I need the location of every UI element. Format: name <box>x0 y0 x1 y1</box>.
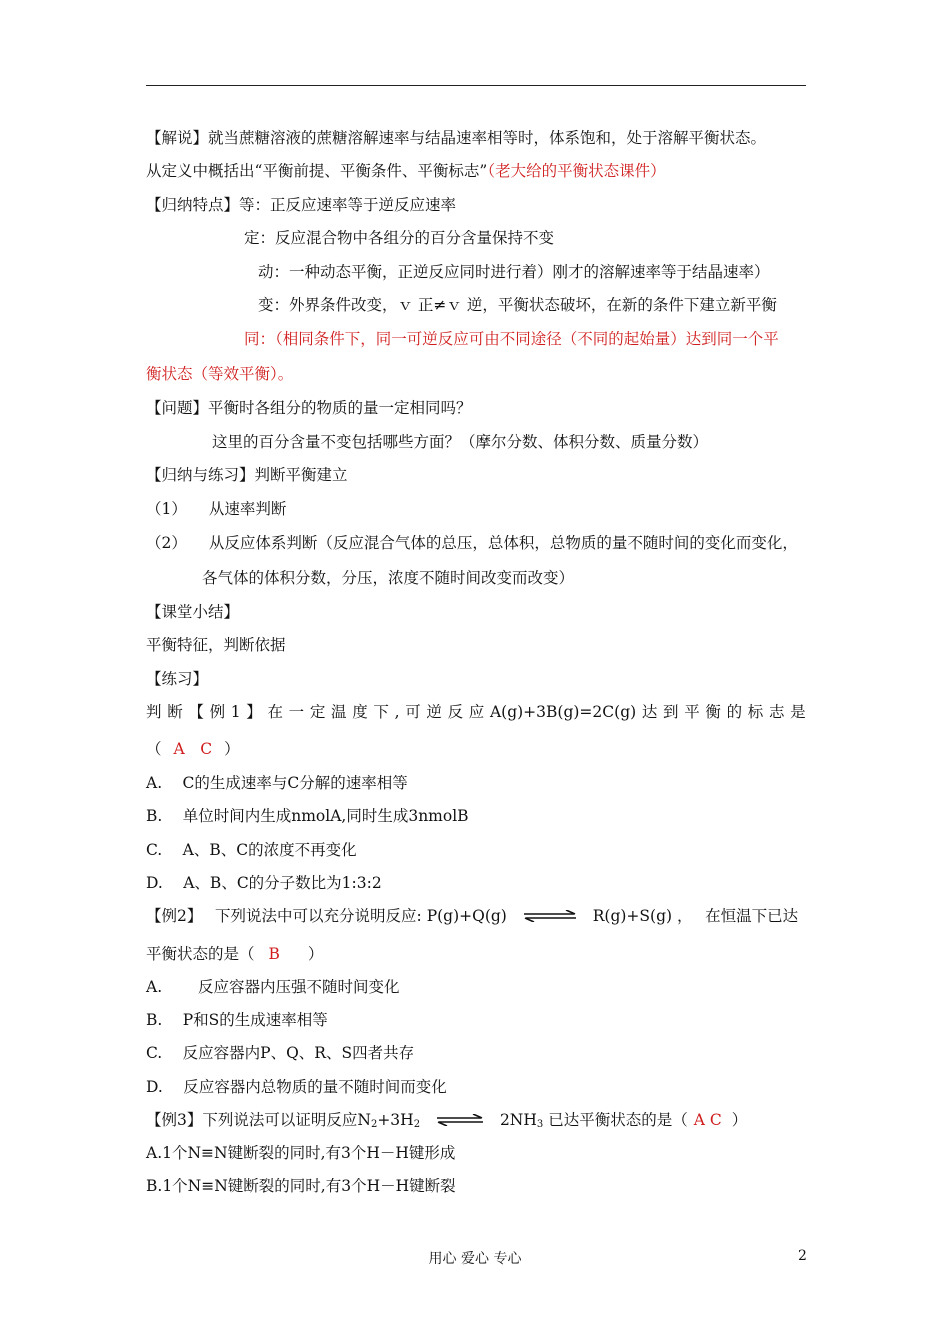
example-2-option-b: B. P和S的生成速率相等 <box>146 1011 328 1029</box>
example-3-stem: 【例3】下列说法可以证明反应$N_2+3H_2$ $2NH_3$ 已达平衡状态的是（ A C ） <box>146 1111 748 1130</box>
equilibrium-arrow-icon <box>522 907 578 927</box>
class-summary-heading: 【课堂小结】 <box>146 603 240 621</box>
criterion-2: （2） 从反应体系判断（反应混合气体的总压，总体积，总物质的量不随时间的变化而变化， <box>146 534 798 552</box>
example-1-option-d: D. A、B、C的分子数比为1:3:2 <box>146 874 382 892</box>
feature-same: 同：（相同条件下，同一可逆反应可由不同途径（不同的起始量）达到同一个平 <box>244 330 779 348</box>
summary-practice-heading: 【归纳与练习】判断平衡建立 <box>146 466 348 484</box>
equilibrium-arrow-icon <box>435 1111 485 1131</box>
example-2-option-a: A. 反应容器内压强不随时间变化 <box>146 978 400 996</box>
example-1-answer: （ A C ） <box>146 740 240 758</box>
example-1-option-b: B. 单位时间内生成nmolA,同时生成3nmolB <box>146 807 469 825</box>
explanation-line: 【解说】就当蔗糖溶液的蔗糖溶解速率与结晶速率相等时，体系饱和，处于溶解平衡状态。 <box>146 129 767 147</box>
question-sub: 这里的百分含量不变包括哪些方面？（摩尔分数、体积分数、质量分数） <box>212 433 709 451</box>
feature-fixed: 定：反应混合物中各组分的百分含量保持不变 <box>244 229 555 247</box>
example-1-stem: 判 断 【 例 1 】 在 一 定 温 度 下 , 可 逆 反 应 A(g)+3B(g)=2C(g) 达 到 平 衡 的 标 志 是 <box>146 703 806 721</box>
example-2-option-c: C. 反应容器内P、Q、R、S四者共存 <box>146 1044 415 1062</box>
feature-change: 变：外界条件改变，ｖ 正≠ｖ 逆，平衡状态破坏，在新的条件下建立新平衡 <box>258 296 777 314</box>
header-rule <box>146 85 806 86</box>
feature-same-cont: 衡状态（等效平衡）。 <box>146 365 294 383</box>
page-number: 2 <box>798 1248 807 1264</box>
example-3-option-a: A.1个N≡N键断裂的同时,有3个H－H键形成 <box>146 1144 456 1162</box>
definition-line: 从定义中概括出“平衡前提、平衡条件、平衡标志”（老大给的平衡状态课件） <box>146 162 666 180</box>
criterion-2-cont: 各气体的体积分数，分压，浓度不随时间改变而改变） <box>202 569 575 587</box>
example-1-option-a: A. C的生成速率与C分解的速率相等 <box>146 774 408 792</box>
class-summary-text: 平衡特征，判断依据 <box>146 636 286 654</box>
example-2-answer: 平衡状态的是（ B ） <box>146 945 324 963</box>
practice-heading: 【练习】 <box>146 670 209 688</box>
question-line: 【问题】平衡时各组分的物质的量一定相同吗？ <box>146 399 472 417</box>
example-2-option-d: D. 反应容器内总物质的量不随时间而变化 <box>146 1078 447 1096</box>
example-2-stem: 【例2】 下列说法中可以充分说明反应: P(g)+Q(g) R(g)+S(g) ， 在恒温下已达 <box>146 907 799 925</box>
criterion-1: （1） 从速率判断 <box>146 500 287 518</box>
footer-text: 用心 爱心 专心 <box>428 1251 522 1267</box>
feature-equal: 【归纳特点】等：正反应速率等于逆反应速率 <box>146 196 457 214</box>
example-3-option-b: B.1个N≡N键断裂的同时,有3个H－H键断裂 <box>146 1177 456 1195</box>
example-1-option-c: C. A、B、C的浓度不再变化 <box>146 841 357 859</box>
feature-dynamic: 动：一种动态平衡，正逆反应同时进行着）刚才的溶解速率等于结晶速率） <box>258 263 770 281</box>
